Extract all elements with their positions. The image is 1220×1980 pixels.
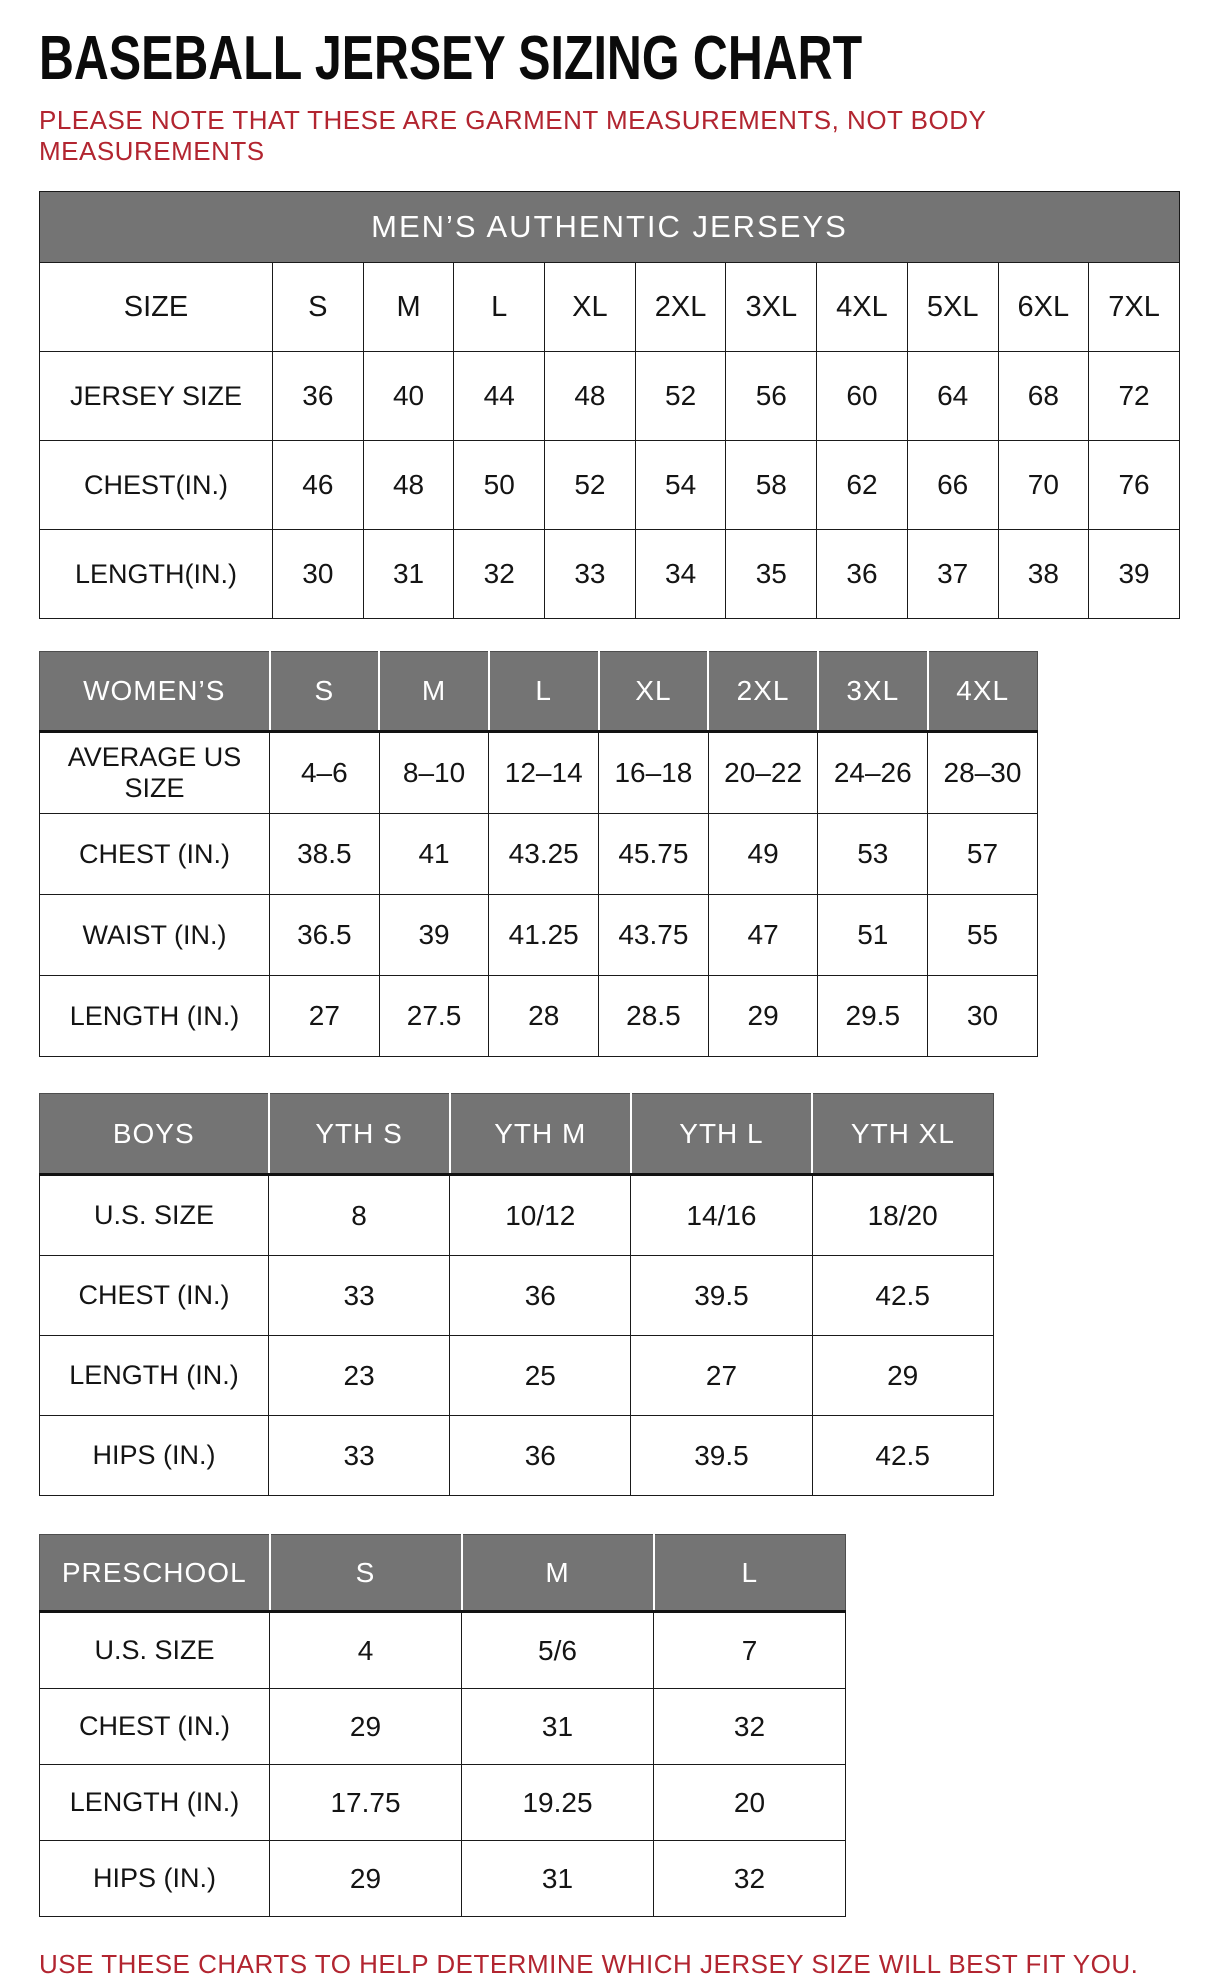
womens-column-header: 2XL — [708, 652, 818, 732]
preschool-data-row — [40, 1612, 846, 1689]
womens-value-cell: 28–30 — [928, 732, 1038, 814]
womens-value-cell: 43.25 — [489, 814, 599, 895]
mens-row-label: CHEST(IN.) — [40, 441, 273, 530]
mens-value-cell: 33 — [545, 530, 636, 619]
mens-value-cell: 76 — [1089, 441, 1180, 530]
preschool-value-cell: 17.75 — [270, 1765, 462, 1841]
womens-value-cell: 16–18 — [599, 732, 709, 814]
mens-value-cell: 39 — [1089, 530, 1180, 619]
mens-sizing-table — [39, 191, 1220, 619]
preschool-value-cell: 4 — [270, 1612, 462, 1689]
preschool-data-row — [40, 1841, 846, 1917]
womens-column-header: M — [379, 652, 489, 732]
mens-data-row — [40, 530, 1180, 619]
womens-value-cell: 49 — [708, 814, 818, 895]
boys-value-cell: 39.5 — [631, 1256, 812, 1336]
boys-row-label: U.S. SIZE — [40, 1175, 269, 1256]
preschool-row-label: U.S. SIZE — [40, 1612, 270, 1689]
boys-value-cell: 14/16 — [631, 1175, 812, 1256]
preschool-sizing-table — [39, 1534, 1220, 1917]
boys-value-cell: 23 — [269, 1336, 450, 1416]
womens-column-header: L — [489, 652, 599, 732]
preschool-row-label: HIPS (IN.) — [40, 1841, 270, 1917]
mens-corner-header: SIZE — [40, 263, 273, 352]
boys-value-cell: 10/12 — [450, 1175, 631, 1256]
boys-table-section — [39, 1093, 1220, 1496]
preschool-column-header: S — [270, 1535, 462, 1612]
womens-corner-header: WOMEN’S — [40, 652, 270, 732]
boys-value-cell: 27 — [631, 1336, 812, 1416]
boys-column-header: YTH XL — [812, 1094, 993, 1175]
mens-value-cell: 30 — [273, 530, 364, 619]
womens-value-cell: 27.5 — [379, 976, 489, 1057]
womens-value-cell: 51 — [818, 895, 928, 976]
womens-value-cell: 8–10 — [379, 732, 489, 814]
garment-measurements-note: PLEASE NOTE THAT THESE ARE GARMENT MEASUREMENTS, NOT BODY MEASUREMENTS — [39, 105, 986, 167]
womens-value-cell: 29 — [708, 976, 818, 1057]
boys-value-cell: 18/20 — [812, 1175, 993, 1256]
boys-column-header: YTH L — [631, 1094, 812, 1175]
preschool-row-label: LENGTH (IN.) — [40, 1765, 270, 1841]
mens-value-cell: 68 — [998, 352, 1089, 441]
boys-value-cell: 36 — [450, 1256, 631, 1336]
preschool-value-cell: 32 — [654, 1689, 846, 1765]
womens-row-label: CHEST (IN.) — [40, 814, 270, 895]
mens-value-cell: 56 — [726, 352, 817, 441]
womens-value-cell: 4–6 — [270, 732, 380, 814]
boys-value-cell: 42.5 — [812, 1256, 993, 1336]
preschool-row-label: CHEST (IN.) — [40, 1689, 270, 1765]
boys-value-cell: 25 — [450, 1336, 631, 1416]
womens-value-cell: 29.5 — [818, 976, 928, 1057]
mens-value-cell: 52 — [635, 352, 726, 441]
womens-data-row — [40, 976, 1038, 1057]
womens-column-header: XL — [599, 652, 709, 732]
mens-column-header: 6XL — [998, 263, 1089, 352]
womens-data-row — [40, 895, 1038, 976]
preschool-value-cell: 32 — [654, 1841, 846, 1917]
mens-value-cell: 35 — [726, 530, 817, 619]
mens-value-cell: 58 — [726, 441, 817, 530]
mens-value-cell: 48 — [363, 441, 454, 530]
mens-value-cell: 34 — [635, 530, 726, 619]
preschool-value-cell: 5/6 — [462, 1612, 654, 1689]
preschool-data-row — [40, 1689, 846, 1765]
womens-row-label: LENGTH (IN.) — [40, 976, 270, 1057]
boys-data-row — [40, 1336, 994, 1416]
mens-table — [39, 191, 1180, 619]
womens-value-cell: 38.5 — [270, 814, 380, 895]
womens-value-cell: 53 — [818, 814, 928, 895]
womens-row-label: AVERAGE US SIZE — [40, 732, 270, 814]
womens-column-header: 3XL — [818, 652, 928, 732]
mens-value-cell: 36 — [817, 530, 908, 619]
mens-column-header: M — [363, 263, 454, 352]
mens-column-header: L — [454, 263, 545, 352]
mens-column-header: S — [273, 263, 364, 352]
womens-sizing-table — [39, 651, 1220, 1057]
mens-column-header: 3XL — [726, 263, 817, 352]
womens-value-cell: 43.75 — [599, 895, 709, 976]
boys-value-cell: 29 — [812, 1336, 993, 1416]
boys-value-cell: 42.5 — [812, 1416, 993, 1496]
mens-data-row — [40, 441, 1180, 530]
mens-value-cell: 64 — [907, 352, 998, 441]
womens-value-cell: 12–14 — [489, 732, 599, 814]
mens-value-cell: 72 — [1089, 352, 1180, 441]
preschool-column-header: M — [462, 1535, 654, 1612]
boys-value-cell: 36 — [450, 1416, 631, 1496]
mens-value-cell: 60 — [817, 352, 908, 441]
womens-value-cell: 36.5 — [270, 895, 380, 976]
mens-banner-title: MEN’S AUTHENTIC JERSEYS — [40, 192, 1180, 263]
preschool-value-cell: 20 — [654, 1765, 846, 1841]
mens-value-cell: 37 — [907, 530, 998, 619]
mens-value-cell: 62 — [817, 441, 908, 530]
womens-value-cell: 28 — [489, 976, 599, 1057]
womens-data-row — [40, 732, 1038, 814]
mens-column-header: 2XL — [635, 263, 726, 352]
preschool-corner-header: PRESCHOOL — [40, 1535, 270, 1612]
boys-data-row — [40, 1256, 994, 1336]
boys-row-label: CHEST (IN.) — [40, 1256, 269, 1336]
womens-value-cell: 45.75 — [599, 814, 709, 895]
mens-value-cell: 44 — [454, 352, 545, 441]
preschool-value-cell: 31 — [462, 1689, 654, 1765]
preschool-value-cell: 7 — [654, 1612, 846, 1689]
mens-value-cell: 40 — [363, 352, 454, 441]
page-title: BASEBALL JERSEY SIZING CHART — [39, 24, 863, 93]
preschool-value-cell: 31 — [462, 1841, 654, 1917]
preschool-value-cell: 19.25 — [462, 1765, 654, 1841]
womens-column-header: S — [270, 652, 380, 732]
womens-row-label: WAIST (IN.) — [40, 895, 270, 976]
womens-value-cell: 47 — [708, 895, 818, 976]
boys-row-label: LENGTH (IN.) — [40, 1336, 269, 1416]
mens-value-cell: 48 — [545, 352, 636, 441]
boys-data-row — [40, 1175, 994, 1256]
preschool-table — [39, 1534, 846, 1917]
womens-table-section — [39, 651, 1220, 1057]
preschool-table-section — [39, 1534, 1220, 1917]
mens-column-header: 5XL — [907, 263, 998, 352]
womens-column-header: 4XL — [928, 652, 1038, 732]
womens-value-cell: 27 — [270, 976, 380, 1057]
preschool-value-cell: 29 — [270, 1689, 462, 1765]
womens-value-cell: 41.25 — [489, 895, 599, 976]
boys-column-header: YTH M — [450, 1094, 631, 1175]
mens-value-cell: 70 — [998, 441, 1089, 530]
preschool-value-cell: 29 — [270, 1841, 462, 1917]
boys-table — [39, 1093, 994, 1496]
mens-value-cell: 31 — [363, 530, 454, 619]
mens-column-header: 7XL — [1089, 263, 1180, 352]
boys-value-cell: 8 — [269, 1175, 450, 1256]
mens-value-cell: 38 — [998, 530, 1089, 619]
womens-value-cell: 41 — [379, 814, 489, 895]
preschool-data-row — [40, 1765, 846, 1841]
mens-value-cell: 50 — [454, 441, 545, 530]
mens-row-label: JERSEY SIZE — [40, 352, 273, 441]
womens-value-cell: 28.5 — [599, 976, 709, 1057]
womens-value-cell: 39 — [379, 895, 489, 976]
boys-data-row — [40, 1416, 994, 1496]
womens-data-row — [40, 814, 1038, 895]
boys-corner-header: BOYS — [40, 1094, 269, 1175]
mens-value-cell: 32 — [454, 530, 545, 619]
mens-column-header: 4XL — [817, 263, 908, 352]
womens-value-cell: 55 — [928, 895, 1038, 976]
boys-value-cell: 33 — [269, 1416, 450, 1496]
womens-table — [39, 651, 1038, 1057]
mens-row-label: LENGTH(IN.) — [40, 530, 273, 619]
mens-value-cell: 54 — [635, 441, 726, 530]
womens-value-cell: 24–26 — [818, 732, 928, 814]
mens-column-header: XL — [545, 263, 636, 352]
mens-value-cell: 36 — [273, 352, 364, 441]
footer-note: USE THESE CHARTS TO HELP DETERMINE WHICH JERSEY SIZE WILL BEST FIT YOU. — [39, 1949, 1139, 1980]
mens-value-cell: 52 — [545, 441, 636, 530]
boys-sizing-table — [39, 1093, 1220, 1496]
womens-value-cell: 30 — [928, 976, 1038, 1057]
mens-value-cell: 66 — [907, 441, 998, 530]
preschool-column-header: L — [654, 1535, 846, 1612]
boys-column-header: YTH S — [269, 1094, 450, 1175]
womens-value-cell: 20–22 — [708, 732, 818, 814]
mens-value-cell: 46 — [273, 441, 364, 530]
mens-data-row — [40, 352, 1180, 441]
boys-row-label: HIPS (IN.) — [40, 1416, 269, 1496]
mens-table-section — [39, 191, 1220, 619]
boys-value-cell: 39.5 — [631, 1416, 812, 1496]
boys-value-cell: 33 — [269, 1256, 450, 1336]
womens-value-cell: 57 — [928, 814, 1038, 895]
